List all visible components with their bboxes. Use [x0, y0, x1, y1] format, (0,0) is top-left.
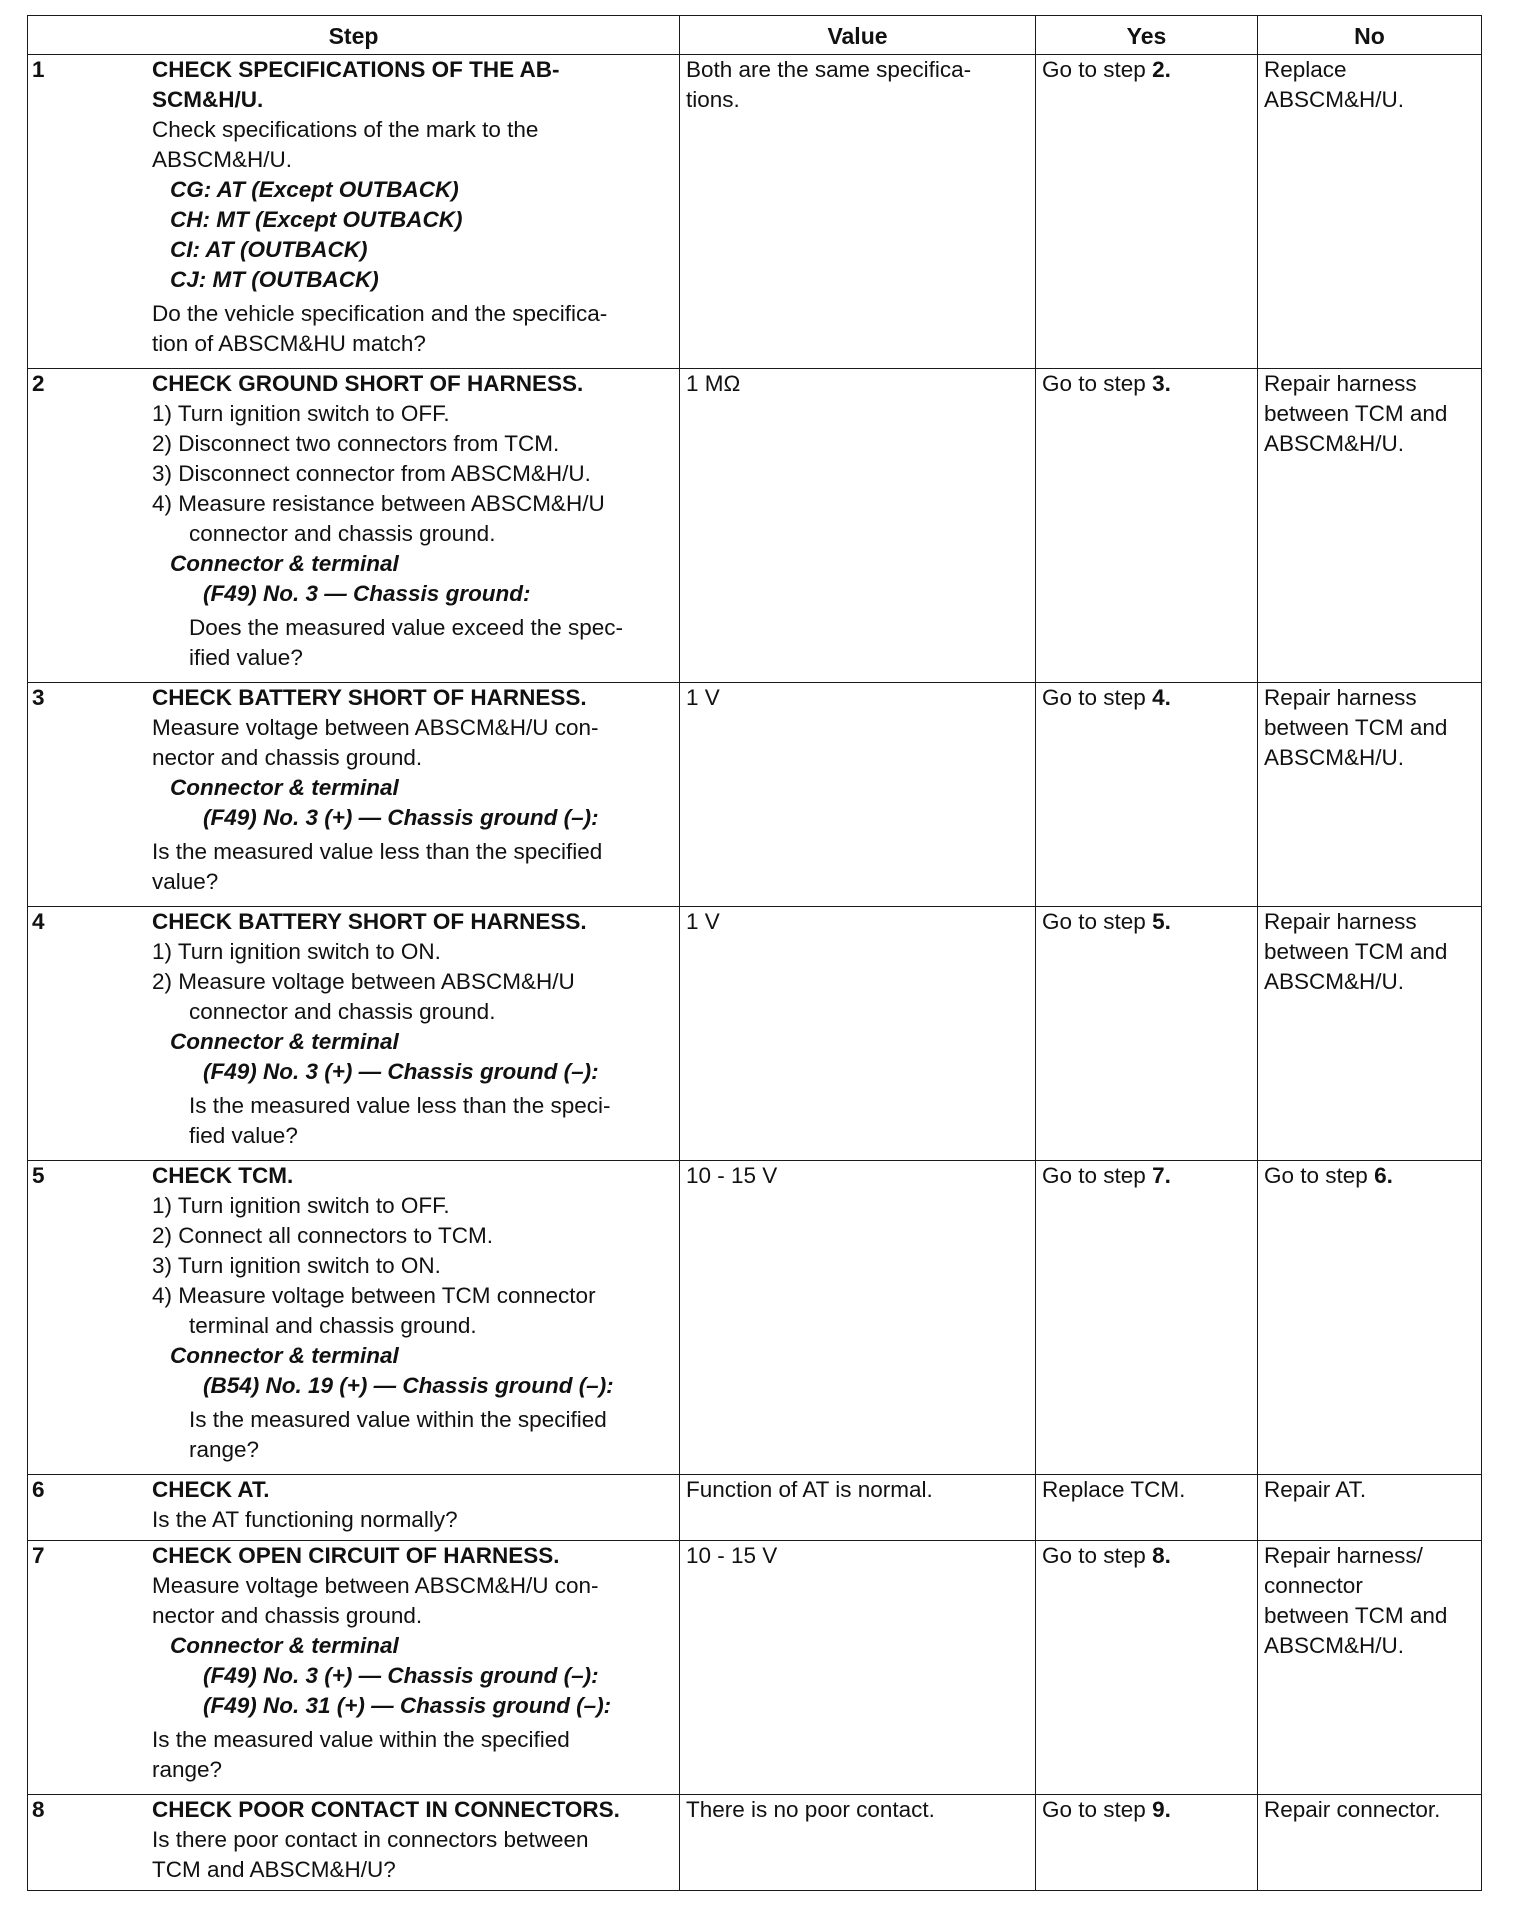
no-text: Repair harness	[1264, 685, 1417, 710]
step-title: CHECK BATTERY SHORT OF HARNESS.	[152, 909, 587, 934]
spec-item: CH: MT (Except OUTBACK)	[170, 207, 463, 232]
no-cell	[1258, 1161, 1482, 1475]
table-row	[28, 907, 1482, 1161]
value-cell	[680, 369, 1036, 683]
step-cell	[28, 1795, 680, 1891]
header-step: Step	[28, 16, 680, 55]
header-no: No	[1258, 16, 1482, 55]
terminal-spec: (F49) No. 3 (+) — Chassis ground (–):	[203, 805, 599, 830]
table-header-row	[28, 16, 1482, 55]
spec-item: CG: AT (Except OUTBACK)	[170, 177, 459, 202]
yes-cell	[1036, 683, 1258, 907]
step-instruction: terminal and chassis ground.	[189, 1313, 477, 1338]
yes-step-ref: 9.	[1152, 1797, 1171, 1822]
step-instruction: connector and chassis ground.	[189, 999, 496, 1024]
yes-cell	[1036, 55, 1258, 369]
no-cell	[1258, 683, 1482, 907]
yes-cell	[1036, 1541, 1258, 1795]
value-cell	[680, 1161, 1036, 1475]
yes-cell	[1036, 907, 1258, 1161]
step-number: 3	[32, 685, 45, 710]
yes-text: Go to step	[1042, 57, 1153, 82]
header-value: Value	[680, 16, 1036, 55]
yes-text: Go to step	[1042, 685, 1153, 710]
yes-cell	[1036, 1475, 1258, 1541]
value-text: 1 V	[686, 909, 720, 934]
step-number: 1	[32, 57, 45, 82]
table-row	[28, 1795, 1482, 1891]
step-question: Is there poor contact in connectors between	[152, 1827, 589, 1852]
yes-text: Go to step	[1042, 1797, 1153, 1822]
no-text: between TCM and	[1264, 939, 1448, 964]
step-number: 4	[32, 909, 45, 934]
spec-item: CI: AT (OUTBACK)	[170, 237, 368, 262]
step-cell	[28, 1475, 680, 1541]
step-title: CHECK AT.	[152, 1477, 270, 1502]
step-question: Is the measured value less than the speci-	[189, 1093, 611, 1118]
step-question: range?	[152, 1757, 223, 1782]
connector-label: Connector & terminal	[170, 1633, 399, 1658]
no-cell	[1258, 1795, 1482, 1891]
no-text: ABSCM&H/U.	[1264, 745, 1405, 770]
step-number: 2	[32, 371, 45, 396]
step-title: CHECK BATTERY SHORT OF HARNESS.	[152, 685, 587, 710]
step-instruction: 2) Measure voltage between ABSCM&H/U	[152, 969, 575, 994]
step-text: nector and chassis ground.	[152, 745, 423, 770]
step-question: fied value?	[189, 1123, 298, 1148]
value-cell	[680, 907, 1036, 1161]
step-title: CHECK POOR CONTACT IN CONNECTORS.	[152, 1797, 620, 1822]
no-text: ABSCM&H/U.	[1264, 87, 1405, 112]
connector-label: Connector & terminal	[170, 1029, 399, 1054]
table-row	[28, 1161, 1482, 1475]
value-text: Both are the same specifica-	[686, 57, 972, 82]
step-question: Is the AT functioning normally?	[152, 1507, 458, 1532]
table-row	[28, 1541, 1482, 1795]
value-cell	[680, 1541, 1036, 1795]
step-title: CHECK GROUND SHORT OF HARNESS.	[152, 371, 584, 396]
no-cell	[1258, 55, 1482, 369]
no-cell	[1258, 907, 1482, 1161]
step-text: ABSCM&H/U.	[152, 147, 293, 172]
step-question: ified value?	[189, 645, 303, 670]
step-question: Does the measured value exceed the spec-	[189, 615, 624, 640]
step-text: Check specifications of the mark to the	[152, 117, 539, 142]
table-row	[28, 55, 1482, 369]
table-row	[28, 1475, 1482, 1541]
yes-step-ref: 4.	[1152, 685, 1171, 710]
no-text: between TCM and	[1264, 401, 1448, 426]
step-question: TCM and ABSCM&H/U?	[152, 1857, 396, 1882]
step-cell	[28, 683, 680, 907]
step-title: CHECK OPEN CIRCUIT OF HARNESS.	[152, 1543, 560, 1568]
no-text: Repair harness	[1264, 371, 1417, 396]
no-text: ABSCM&H/U.	[1264, 431, 1405, 456]
table-row	[28, 369, 1482, 683]
no-text: ABSCM&H/U.	[1264, 1633, 1405, 1658]
no-text: between TCM and	[1264, 1603, 1448, 1628]
step-instruction: 4) Measure resistance between ABSCM&H/U	[152, 491, 605, 516]
diagnostic-table	[27, 15, 1482, 1891]
no-text: connector	[1264, 1573, 1363, 1598]
step-question: Is the measured value less than the specified	[152, 839, 603, 864]
step-cell	[28, 1541, 680, 1795]
terminal-spec: (F49) No. 31 (+) — Chassis ground (–):	[203, 1693, 612, 1718]
step-instruction: 1) Turn ignition switch to OFF.	[152, 1193, 450, 1218]
connector-label: Connector & terminal	[170, 775, 399, 800]
step-question: tion of ABSCM&HU match?	[152, 331, 426, 356]
terminal-spec: (B54) No. 19 (+) — Chassis ground (–):	[203, 1373, 614, 1398]
value-text: 10 - 15 V	[686, 1163, 778, 1188]
no-text: Repair AT.	[1264, 1477, 1367, 1502]
yes-step-ref: 5.	[1152, 909, 1171, 934]
value-text: 10 - 15 V	[686, 1543, 778, 1568]
step-number: 6	[32, 1477, 45, 1502]
terminal-spec: (F49) No. 3 (+) — Chassis ground (–):	[203, 1663, 599, 1688]
header-yes: Yes	[1036, 16, 1258, 55]
no-text: Repair harness/	[1264, 1543, 1423, 1568]
step-question: value?	[152, 869, 219, 894]
value-text: 1 MΩ	[686, 371, 741, 396]
step-title: CHECK TCM.	[152, 1163, 294, 1188]
yes-step-ref: 2.	[1152, 57, 1171, 82]
yes-cell	[1036, 369, 1258, 683]
no-text: between TCM and	[1264, 715, 1448, 740]
no-text: Go to step	[1264, 1163, 1375, 1188]
value-text: tions.	[686, 87, 740, 112]
step-question: Do the vehicle specification and the specifica-	[152, 301, 608, 326]
step-cell	[28, 907, 680, 1161]
yes-cell	[1036, 1795, 1258, 1891]
value-cell	[680, 683, 1036, 907]
yes-step-ref: 7.	[1152, 1163, 1171, 1188]
value-cell	[680, 1475, 1036, 1541]
no-text: ABSCM&H/U.	[1264, 969, 1405, 994]
yes-text: Go to step	[1042, 1543, 1153, 1568]
no-cell	[1258, 1475, 1482, 1541]
step-number: 7	[32, 1543, 45, 1568]
step-text: nector and chassis ground.	[152, 1603, 423, 1628]
step-instruction: 2) Disconnect two connectors from TCM.	[152, 431, 560, 456]
step-text: Measure voltage between ABSCM&H/U con-	[152, 715, 599, 740]
yes-cell	[1036, 1161, 1258, 1475]
value-text: Function of AT is normal.	[686, 1477, 933, 1502]
step-instruction: 1) Turn ignition switch to OFF.	[152, 401, 450, 426]
connector-label: Connector & terminal	[170, 551, 399, 576]
step-instruction: 1) Turn ignition switch to ON.	[152, 939, 441, 964]
step-question: range?	[189, 1437, 260, 1462]
step-cell	[28, 1161, 680, 1475]
no-text: Repair connector.	[1264, 1797, 1441, 1822]
table-row	[28, 683, 1482, 907]
step-title: SCM&H/U.	[152, 87, 264, 112]
no-text: Repair harness	[1264, 909, 1417, 934]
yes-text: Replace TCM.	[1042, 1477, 1186, 1502]
value-cell	[680, 1795, 1036, 1891]
step-question: Is the measured value within the specified	[152, 1727, 570, 1752]
step-instruction: 3) Disconnect connector from ABSCM&H/U.	[152, 461, 591, 486]
step-number: 8	[32, 1797, 45, 1822]
step-cell	[28, 369, 680, 683]
step-instruction: 2) Connect all connectors to TCM.	[152, 1223, 493, 1248]
no-step-ref: 6.	[1374, 1163, 1393, 1188]
step-instruction: 4) Measure voltage between TCM connector	[152, 1283, 596, 1308]
step-instruction: connector and chassis ground.	[189, 521, 496, 546]
yes-text: Go to step	[1042, 909, 1153, 934]
step-text: Measure voltage between ABSCM&H/U con-	[152, 1573, 599, 1598]
spec-item: CJ: MT (OUTBACK)	[170, 267, 379, 292]
yes-step-ref: 8.	[1152, 1543, 1171, 1568]
no-cell	[1258, 1541, 1482, 1795]
yes-text: Go to step	[1042, 371, 1153, 396]
step-number: 5	[32, 1163, 45, 1188]
connector-label: Connector & terminal	[170, 1343, 399, 1368]
value-cell	[680, 55, 1036, 369]
value-text: There is no poor contact.	[686, 1797, 935, 1822]
terminal-spec: (F49) No. 3 — Chassis ground:	[203, 581, 531, 606]
yes-step-ref: 3.	[1152, 371, 1171, 396]
step-instruction: 3) Turn ignition switch to ON.	[152, 1253, 441, 1278]
yes-text: Go to step	[1042, 1163, 1153, 1188]
no-cell	[1258, 369, 1482, 683]
no-text: Replace	[1264, 57, 1347, 82]
terminal-spec: (F49) No. 3 (+) — Chassis ground (–):	[203, 1059, 599, 1084]
step-cell	[28, 55, 680, 369]
step-question: Is the measured value within the specified	[189, 1407, 607, 1432]
step-title: CHECK SPECIFICATIONS OF THE AB-	[152, 57, 560, 82]
value-text: 1 V	[686, 685, 720, 710]
